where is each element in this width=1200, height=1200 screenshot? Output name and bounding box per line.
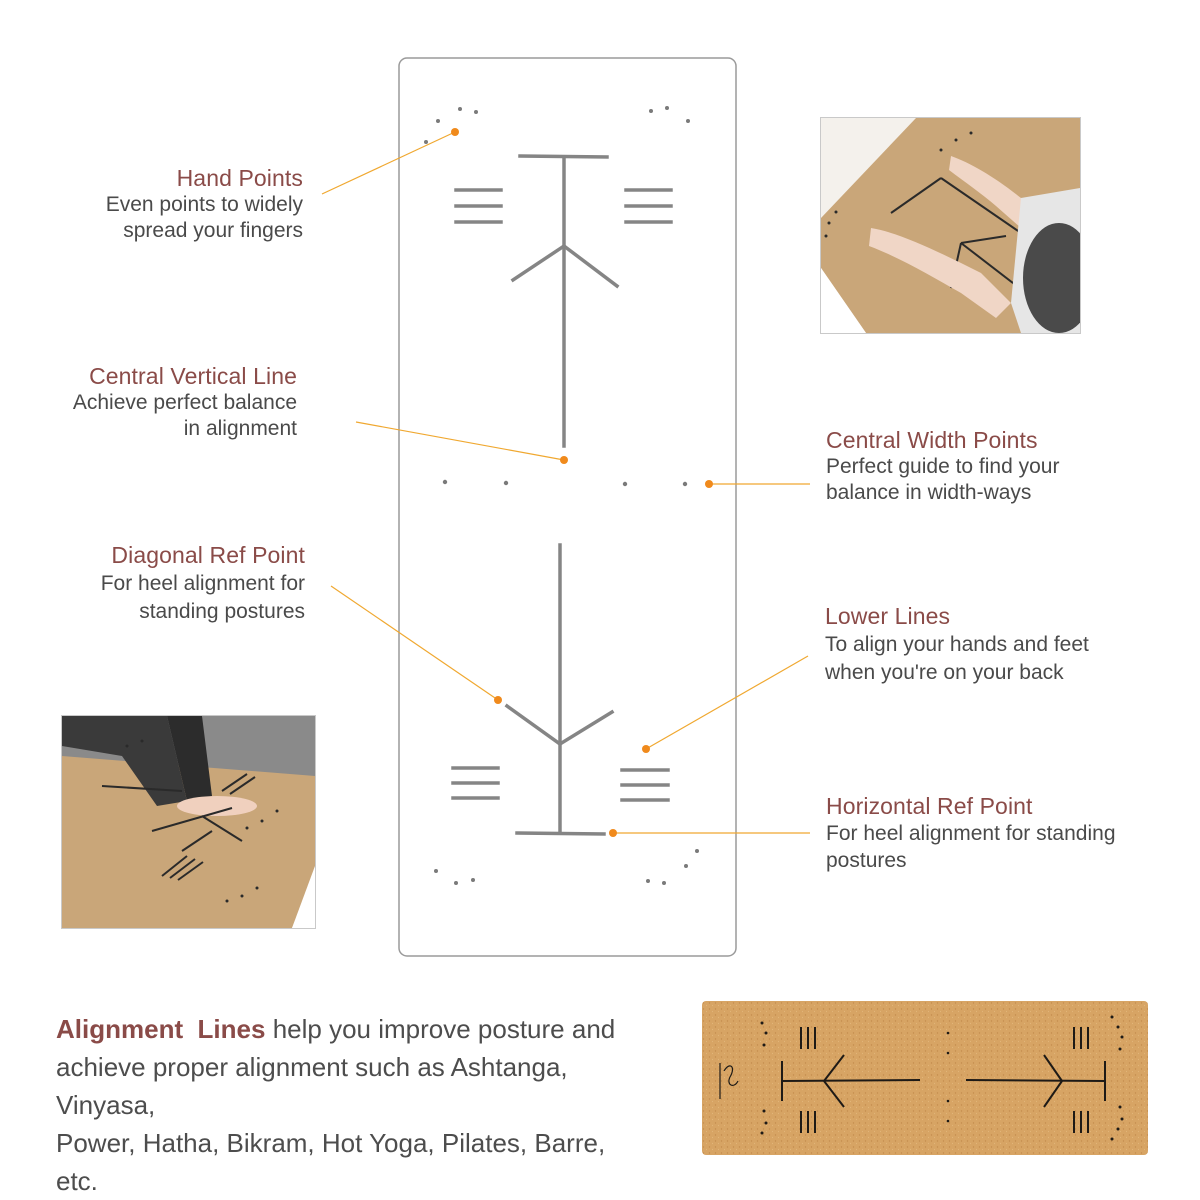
mat-outline [399,58,736,956]
callout-title: Hand Points [176,165,303,191]
callout-title: Central Vertical Line [89,363,297,389]
callout-central-width-points [826,426,1126,505]
photo-hands-on-mat [820,117,1081,334]
cork-mat-illustration [702,1001,1148,1155]
callout-horizontal-ref-point [826,792,1156,875]
foot-points-bottom [434,849,699,885]
callout-title: Lower Lines [825,603,951,629]
callout-lower-lines [825,601,1145,687]
callout-desc: For heel alignment for standing [826,822,1116,846]
callout-desc: spread your fingers [123,218,303,242]
central-width-points [443,480,687,486]
alignment-summary [56,1010,616,1200]
callout-diagonal-ref-point [60,540,305,626]
summary-line-3: Power, Hatha, Bikram, Hot Yoga, Pilates, Barre, etc. [56,1128,606,1196]
callout-desc: postures [826,849,907,873]
hand-points-top [424,106,690,144]
callout-desc: balance in width-ways [826,480,1032,504]
photo-foot-on-mat [61,715,316,929]
summary-line-1 [56,1010,616,1048]
callout-hand-points [60,164,303,243]
callout-title: Horizontal Ref Point [826,793,1033,819]
summary-line-1-text: help you improve posture and [265,1014,616,1044]
callout-desc: in alignment [183,416,297,440]
leader-diagonal-ref [331,586,498,700]
leader-lower-lines [646,656,808,749]
callout-title: Diagonal Ref Point [111,542,305,568]
photo-foot-on-mat-illustration [62,716,315,928]
callout-central-vertical-line [40,362,297,441]
callout-desc: when you're on your back [825,661,1064,685]
photo-hands-on-mat-illustration [821,118,1080,333]
callout-desc: Perfect guide to find your [826,455,1060,479]
summary-bold-term: Alignment Lines [56,1014,266,1044]
leader-central-vertical [356,422,564,460]
lower-alignment-lines [453,545,668,834]
summary-line-2: achieve proper alignment such as Ashtanga, Vinyasa, [56,1052,568,1120]
cork-mat-top-view [702,1001,1148,1155]
upper-alignment-lines [456,156,671,446]
callout-desc: For heel alignment for [100,572,305,596]
leader-hand-points [322,132,455,194]
callout-title: Central Width Points [826,427,1038,453]
callout-desc: Even points to widely [105,193,303,217]
leader-lines [322,132,810,833]
callout-desc: Achieve perfect balance [72,391,297,415]
callout-desc: standing postures [139,600,305,624]
callout-desc: To align your hands and feet [825,633,1089,657]
